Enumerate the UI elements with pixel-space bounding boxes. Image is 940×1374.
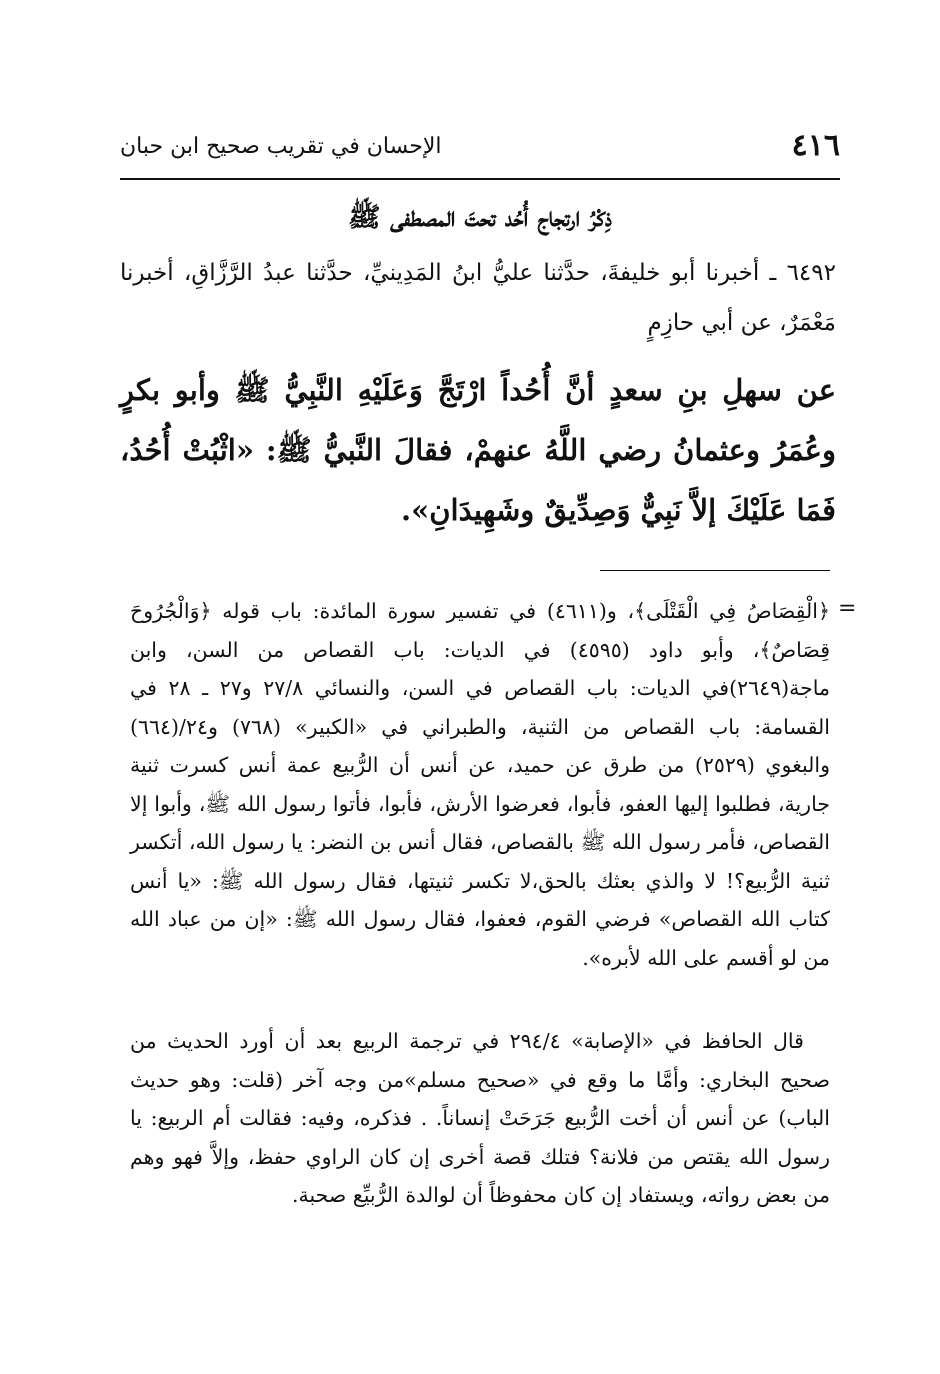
page-number: ٤١٦ [791,128,840,163]
footnote-paragraph: قال الحافظ في «الإصابة» ٢٩٤/٤ في ترجمة الربيع بعد أن أورد الحديث من صحيح البخاري: وأمَّا ما وقع في «صحيح مسلم»من وجه آخر (قلت: وهو حديث الباب) عن أنس أن أخت الرُّبيع جَرَحَتْ إنساناً. . فذكره، وفيه: فقالت أم الربيع: يا رسول الله يقتص من فلانة؟ فتلك قصة أخرى إن كان الراوي حفظ، وإلاَّ فهو وهم من بعض رواته، ويستفاد إن كان محفوظاً أن لوالدة الرُّبيِّع صحبة. [130,1029,830,1207]
hadith-text: عن سهلِ بنِ سعدٍ أنَّ أُحُداً ارْتَجَّ وَعَلَيْهِ النَّبِيُّ ﷺ وأبو بكرٍ وعُمَرُ وعثمانُ رضي اللَّهُ عنهمْ، فقالَ النَّبيُّ ﷺ: «اثْبُتْ أُحُدُ، فَمَا عَلَيْكَ إلاَّ نَبِيٌّ وَصِدِّيقٌ وشَهِيدَانِ». [120,373,836,527]
hadith-number: ٦٤٩٢ [786,260,836,286]
header-rule [120,178,840,180]
hadith-chain [120,248,836,348]
footnote-paragraph: ﴿الْقِصَاصُ فِي الْقَتْلَى﴾، و(٤٦١١) في تفسير سورة المائدة: باب قوله ﴿وَالْجُرُوحَ قِصَاصٌ﴾، وأبو داود (٤٥٩٥) في الديات: باب القصاص من السن، وابن ماجة(٢٦٤٩)في الديات: باب القصاص في السن، والنسائي ٢٧/٨ و٢٧ ـ ٢٨ في القسامة: باب القصاص من الثنية، والطبراني في «الكبير» (٧٦٨) و٢٤/(٦٦٤) والبغوي (٢٥٢٩) من طرق عن حميد، عن أنس أن الرُّبيع عمة أنس كسرت ثنية جارية، فطلبوا إليها العفو، فأبوا، فعرضوا الأرش، فأبوا، فأتوا رسول الله ﷺ، وأبوا إلا القصاص، فأمر رسول الله ﷺ بالقصاص، فقال أنس بن النضر: يا رسول الله، أتكسر ثنية الرُّبيع؟! لا والذي بعثك بالحق،لا تكسر ثنيتها، فقال رسول الله ﷺ: «يا أنس كتاب الله القصاص» فرضي القوم، فعفوا، فقال رسول الله ﷺ: «إن من عباد الله من لو أقسم على الله لأبره». [130,599,831,970]
footnote-continuation-marker: = [838,596,857,621]
section-heading: ذِكْرُ ارتجاج أُحُد تحتَ المصطفى ﷺ [348,202,612,233]
page-header [120,128,840,164]
running-title: الإحسان في تقريب صحيح ابن حبان [120,134,442,159]
footnote-rule [600,570,830,571]
hadith-chain-text: ـ أخبرنا أبو خليفةَ، حدَّثنا عليُّ ابنُ المَدِينيِّ، حدَّثنا عبدُ الرَّزَّاقِ، أخبرنا مَعْمَرٌ، عن أبي حازِمٍ [120,260,836,336]
